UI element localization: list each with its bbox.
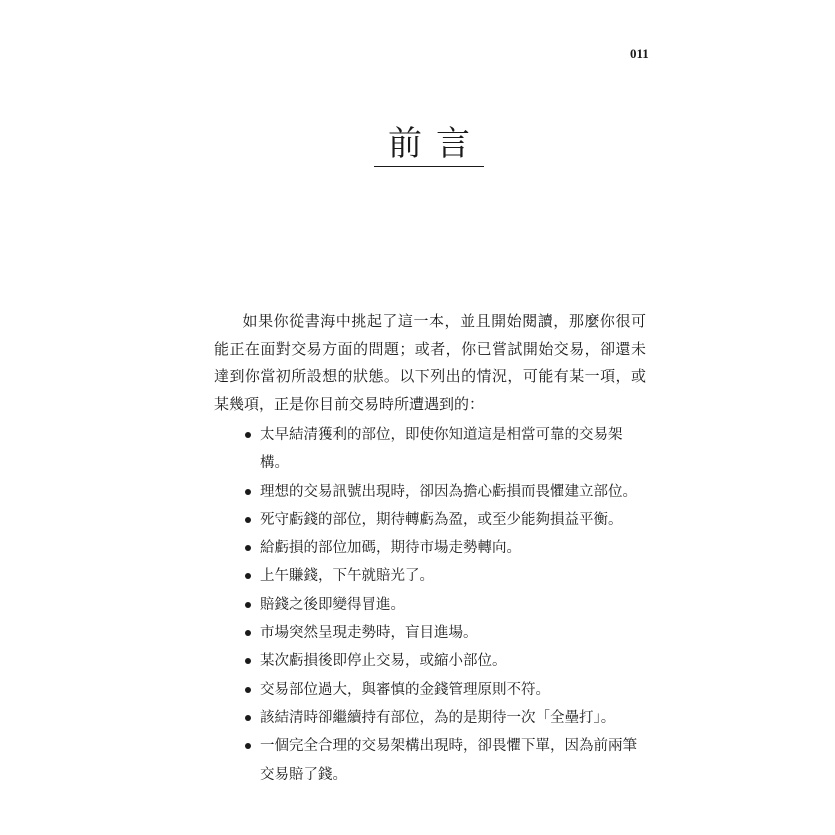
bullet-icon — [245, 630, 251, 636]
list-item — [214, 506, 646, 534]
list-item — [214, 619, 646, 647]
list-item — [214, 704, 646, 732]
bullet-icon — [245, 658, 251, 664]
list-item — [214, 534, 646, 562]
intro-text: 如果你從書海中挑起了這一本，並且開始閱讀，那麼你很可能正在面對交易方面的問題；或者，你已嘗試開始交易，卻還未達到你當初所設想的狀態。以下列出的情況，可能有某一項，或某幾項，正是你目前交易時所遭遇到的： — [214, 312, 646, 413]
page-number: 011 — [630, 46, 649, 61]
bullet-icon — [245, 602, 251, 608]
list-item-text: 上午賺錢，下午就賠光了。 — [260, 568, 434, 585]
chapter-title: 前言 — [388, 124, 484, 164]
list-item — [214, 591, 646, 619]
bullet-icon — [245, 432, 251, 438]
list-item-text: 太早結清獲利的部位，即使你知道這是相當可靠的交易架構。 — [260, 427, 623, 472]
bullet-icon — [245, 743, 251, 749]
bullet-icon — [245, 545, 251, 551]
bullet-icon — [245, 573, 251, 579]
title-underline — [374, 166, 484, 167]
list-item-text: 某次虧損後即停止交易，或縮小部位。 — [260, 653, 507, 670]
list-item — [214, 732, 646, 789]
list-item-text: 市場突然呈現走勢時，盲目進場。 — [260, 625, 478, 642]
list-item — [214, 676, 646, 704]
situation-list — [214, 421, 646, 789]
intro-paragraph — [214, 308, 646, 418]
list-item-text: 理想的交易訊號出現時，卻因為擔心虧損而畏懼建立部位。 — [260, 483, 637, 500]
list-item-text: 該結清時卻繼續持有部位，為的是期待一次「全壘打」。 — [260, 709, 616, 726]
list-item-text: 給虧損的部位加碼，期待市場走勢轉向。 — [260, 540, 521, 557]
list-item — [214, 647, 646, 675]
bullet-icon — [245, 687, 251, 693]
list-item — [214, 478, 646, 506]
list-item-text: 交易部位過大，與審慎的金錢管理原則不符。 — [260, 681, 550, 698]
list-item-text: 一個完全合理的交易架構出現時，卻畏懼下單，因為前兩筆交易賠了錢。 — [260, 738, 637, 783]
list-item-text: 賠錢之後即變得冒進。 — [260, 596, 405, 613]
bullet-icon — [245, 715, 251, 721]
bullet-icon — [245, 517, 251, 523]
chapter-heading — [374, 124, 484, 167]
list-item — [214, 562, 646, 590]
bullet-icon — [245, 489, 251, 495]
list-item — [214, 421, 646, 478]
list-item-text: 死守虧錢的部位，期待轉虧為盈，或至少能夠損益平衡。 — [260, 511, 623, 528]
